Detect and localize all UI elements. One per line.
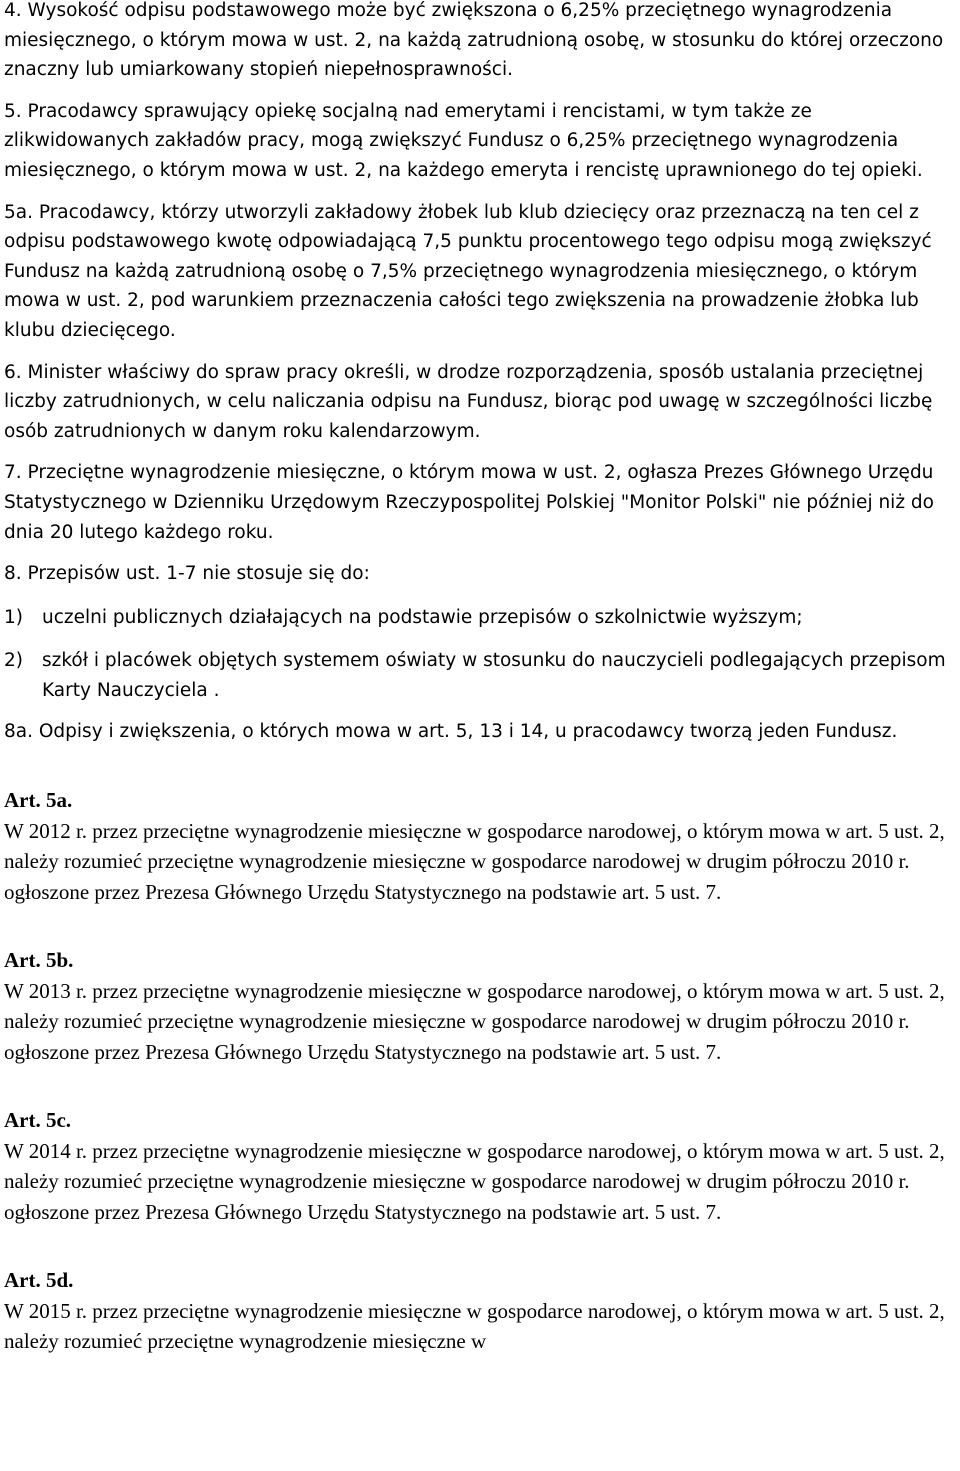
list-number: 2) [4,650,23,672]
article-5c [4,1105,954,1227]
article-title: Art. 5d. [4,1268,74,1293]
paragraph-4: 4. Wysokość odpisu podstawowego może być zwiększona o 6,25% przeciętnego wynagrodzenia miesięcznego, o którym mowa w ust. 2, na każdą zatrudnioną osobę, w stosunku do której orzeczono znaczny lub umiarkowany stopień niepełnosprawności. [4,0,944,81]
article-text: W 2012 r. przez przeciętne wynagrodzenie miesięczne w gospodarce narodowej, o którym mowa w art. 5 ust. 2, należy rozumieć przeciętne wynagrodzenie miesięczne w gospodarce narodowej w drugim półroczu 2010 r. ogłoszone przez Prezesa Głównego Urzędu Statystycznego na podstawie art. 5 ust. 7. [4,818,945,904]
list-number: 1) [4,606,23,628]
paragraph-6: 6. Minister właściwy do spraw pracy określi, w drodze rozporządzenia, sposób ustalania przeciętnej liczby zatrudnionych, w celu naliczania odpisu na Fundusz, biorąc pod uwagę w szczególności liczbę osób zatrudnionych w danym roku kalendarzowym. [4,361,933,442]
paragraph-7: 7. Przeciętne wynagrodzenie miesięczne, o którym mowa w ust. 2, ogłasza Prezes Głównego Urzędu Statystycznego w Dzienniku Urzędowym Rzeczypospolitej Polskiej "Monitor Polski" nie później niż do dnia 20 lutego każdego roku. [4,462,934,543]
article-5d [4,1265,954,1357]
article-text: W 2015 r. przez przeciętne wynagrodzenie miesięczne w gospodarce narodowej, o którym mowa w art. 5 ust. 2, należy rozumieć przeciętne wynagrodzenie miesięczne w [4,1298,945,1354]
document-page [4,0,954,1357]
list-item-1 [4,603,954,633]
article-text: W 2014 r. przez przeciętne wynagrodzenie miesięczne w gospodarce narodowej, o którym mowa w art. 5 ust. 2, należy rozumieć przeciętne wynagrodzenie miesięczne w gospodarce narodowej w drugim półroczu 2010 r. ogłoszone przez Prezesa Głównego Urzędu Statystycznego na podstawie art. 5 ust. 7. [4,1138,945,1224]
article-title: Art. 5b. [4,948,74,973]
list-item-2 [4,646,954,705]
paragraph-8: 8. Przepisów ust. 1-7 nie stosuje się do: [4,563,370,585]
paragraph-5: 5. Pracodawcy sprawujący opiekę socjalną nad emerytami i rencistami, w tym także ze zlikwidowanych zakładów pracy, mogą zwiększyć Fundusz o 6,25% przeciętnego wynagrodzenia miesięcznego, o którym mowa w ust. 2, na każdego emeryta i rencistę uprawnionego do tej opieki. [4,100,923,181]
list-text: uczelni publicznych działających na podstawie przepisów o szkolnictwie wyższym; [42,606,803,628]
article-text: W 2013 r. przez przeciętne wynagrodzenie miesięczne w gospodarce narodowej, o którym mowa w art. 5 ust. 2, należy rozumieć przeciętne wynagrodzenie miesięczne w gospodarce narodowej w drugim półroczu 2010 r. ogłoszone przez Prezesa Głównego Urzędu Statystycznego na podstawie art. 5 ust. 7. [4,978,945,1064]
list-text: szkół i placówek objętych systemem oświaty w stosunku do nauczycieli podlegających przepisom Karty Nauczyciela . [42,650,946,701]
paragraph-8a: 8a. Odpisy i zwiększenia, o których mowa w art. 5, 13 i 14, u pracodawcy tworzą jeden Fundusz. [4,721,898,743]
article-5a [4,785,954,907]
paragraph-5a: 5a. Pracodawcy, którzy utworzyli zakładowy żłobek lub klub dziecięcy oraz przeznaczą na ten cel z odpisu podstawowego kwotę odpowiadającą 7,5 punktu procentowego tego odpisu mogą zwiększyć Fundusz na każdą zatrudnioną osobę o 7,5% przeciętnego wynagrodzenia miesięcznego, o którym mowa w ust. 2, pod warunkiem przeznaczenia całości tego zwiększenia na prowadzenie żłobka lub klubu dziecięcego. [4,201,932,341]
article-title: Art. 5c. [4,1108,72,1133]
article-5b [4,945,954,1067]
article-title: Art. 5a. [4,788,73,813]
